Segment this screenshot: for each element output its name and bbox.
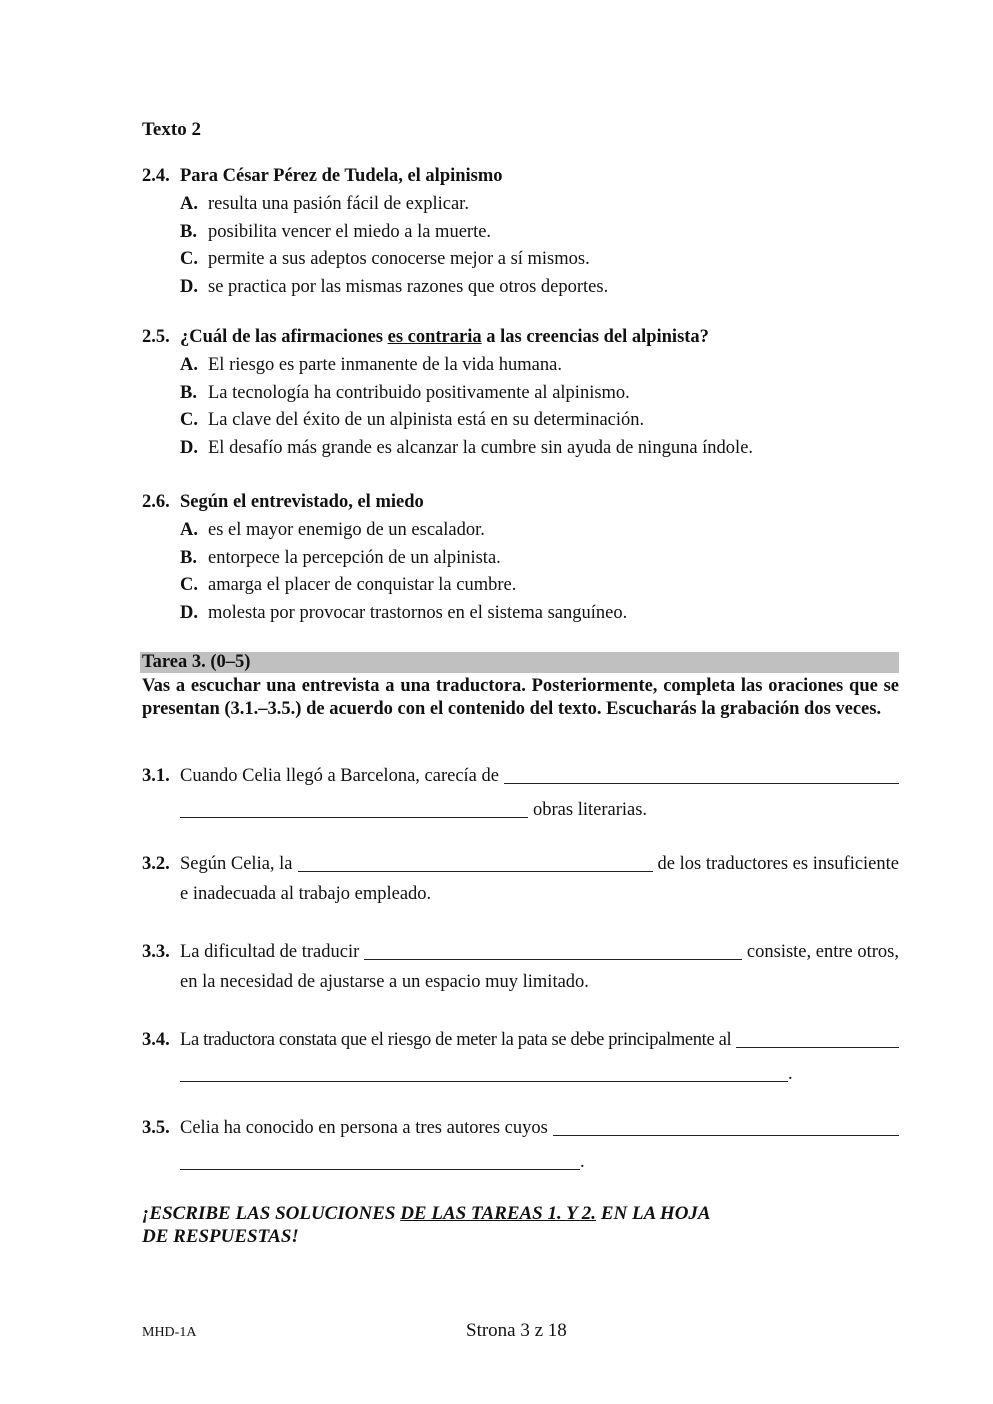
option-b: B. La tecnología ha contribuido positivamente al alpinismo.: [180, 382, 630, 403]
answer-blank[interactable]: [180, 1151, 580, 1170]
option-d: D. El desafío más grande es alcanzar la cumbre sin ayuda de ninguna índole.: [180, 437, 754, 458]
fill-item-3-2: 3.2. Según Celia, la de los traductores es insuficiente e inadecuada al trabajo empleado.: [142, 854, 899, 904]
option-d: D. se practica por las mismas razones que otros deportes.: [180, 276, 609, 297]
question-2-4: [142, 164, 899, 301]
answer-blank[interactable]: [180, 799, 528, 818]
option-a: A. es el mayor enemigo de un escalador.: [180, 520, 485, 540]
section-title: Texto 2: [142, 119, 201, 140]
question-number: 2.5.: [142, 327, 170, 347]
question-2-5: [142, 325, 899, 462]
task-3-instructions: Vas a escuchar una entrevista a una traductora. Posteriormente, completa las oraciones que se presentan (3.1.–3.5.) de acuerdo con el contenido del texto. Escucharás la grabación dos veces.: [142, 676, 899, 719]
underlined-emphasis: es contraria: [387, 327, 482, 347]
option-c: C. permite a sus adeptos conocerse mejor a sí mismos.: [180, 249, 590, 269]
question-stem: Para César Pérez de Tudela, el alpinismo: [180, 166, 503, 186]
fill-item-3-3: 3.3. La dificultad de traducir consiste, entre otros, en la necesidad de ajustarse a un espacio muy limitado.: [142, 942, 899, 992]
option-c: C. La clave del éxito de un alpinista está en su determinación.: [180, 410, 645, 430]
option-a: A. resulta una pasión fácil de explicar.: [180, 194, 469, 214]
option-c: C. amarga el placer de conquistar la cumbre.: [180, 575, 517, 595]
question-number: 2.4.: [142, 166, 170, 186]
answer-blank[interactable]: [504, 765, 899, 784]
option-d: D. molesta por provocar trastornos en el sistema sanguíneo.: [180, 602, 628, 623]
option-b: B. posibilita vencer el miedo a la muerte.: [180, 221, 492, 242]
fill-item-3-5: 3.5. Celia ha conocido en persona a tres autores cuyos .: [142, 1114, 899, 1176]
exam-code: MHD-1A: [142, 1325, 197, 1340]
final-instruction: ¡ESCRIBE LAS SOLUCIONES DE LAS TAREAS 1. Y 2. EN LA HOJA DE RESPUESTAS!: [142, 1203, 711, 1247]
answer-blank[interactable]: [553, 1117, 899, 1136]
question-2-6: [142, 490, 899, 627]
answer-blank[interactable]: [736, 1029, 899, 1048]
question-number: 2.6.: [142, 492, 170, 512]
question-stem: ¿Cuál de las afirmaciones es contraria a las creencias del alpinista?: [180, 327, 709, 347]
page-number: Strona 3 z 18: [466, 1320, 567, 1341]
answer-blank[interactable]: [298, 853, 653, 872]
question-stem: Según el entrevistado, el miedo: [180, 492, 424, 512]
answer-blank[interactable]: [364, 941, 742, 960]
option-b: B. entorpece la percepción de un alpinista.: [180, 547, 501, 568]
answer-blank[interactable]: [180, 1063, 788, 1082]
task-3-title: Tarea 3. (0–5): [140, 652, 899, 673]
option-a: A. El riesgo es parte inmanente de la vida humana.: [180, 355, 562, 375]
underlined-emphasis: DE LAS TAREAS 1. Y 2.: [400, 1203, 597, 1224]
fill-item-3-4: 3.4. La traductora constata que el riesgo de meter la pata se debe principalmente al .: [142, 1026, 899, 1088]
fill-item-3-1: 3.1. Cuando Celia llegó a Barcelona, carecía de obras literarias.: [142, 762, 899, 824]
